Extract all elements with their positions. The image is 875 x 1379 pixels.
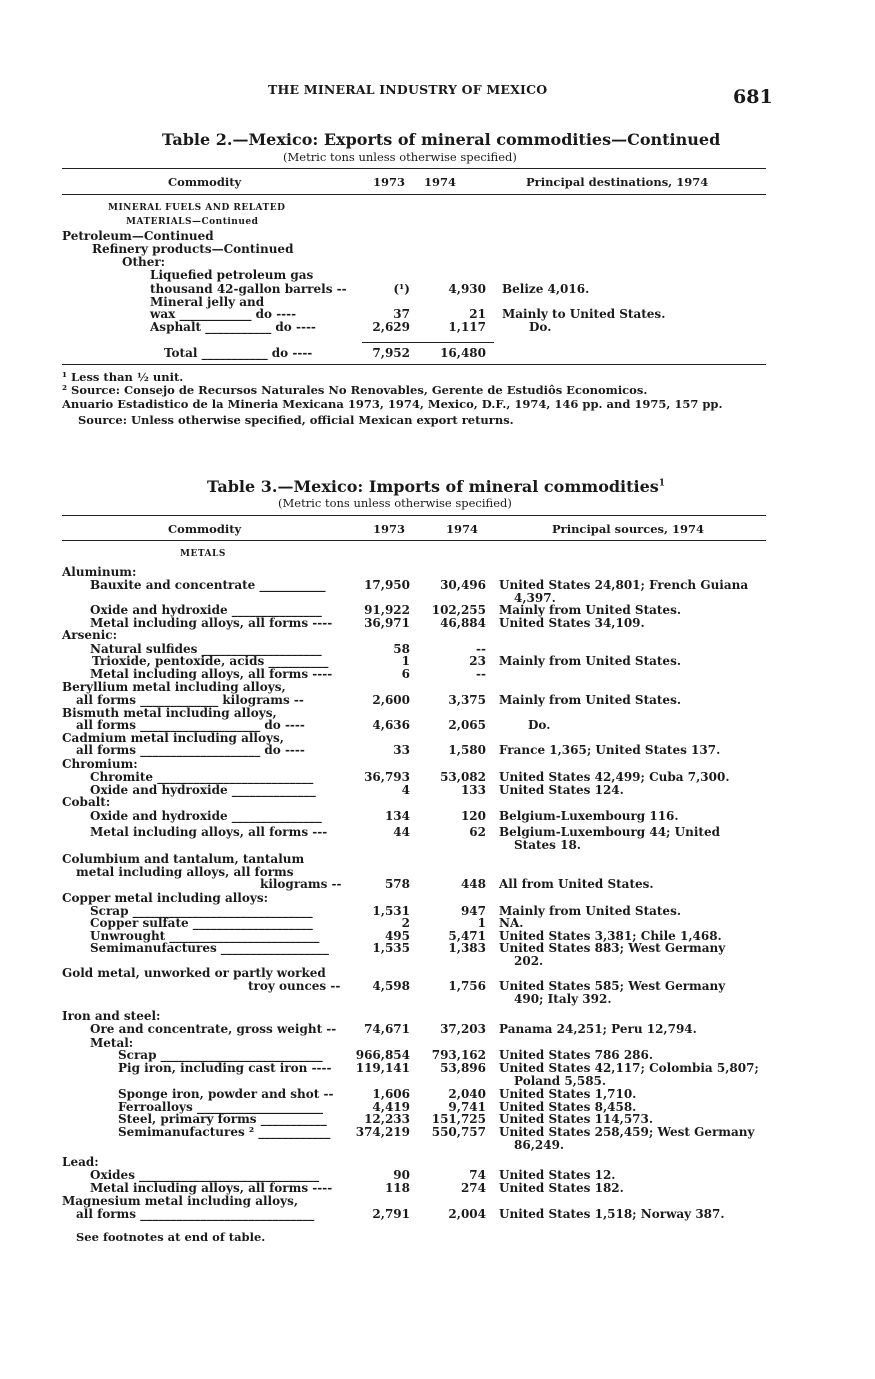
- table3-row-label: Columbium and tantalum, tantalum: [62, 852, 305, 866]
- table3-cell-source: Belgium-Luxembourg 44; United: [499, 825, 720, 839]
- table2-subtitle: (Metric tons unless otherwise specified): [283, 150, 517, 164]
- table3-cell-1974: 53,082: [440, 770, 486, 784]
- table3-cell-1974: 1,383: [448, 941, 486, 955]
- table3-cell-1974: 151,725: [431, 1112, 486, 1126]
- table3-row-label: Scrap ______________________________: [90, 904, 313, 918]
- table2-footnote: ² Source: Consejo de Recursos Naturales No Renovables, Gerente de Estudiôs Economicos.: [62, 383, 648, 397]
- table3-row-label: Scrap ___________________________: [118, 1048, 323, 1062]
- table3-cell-source: NA.: [499, 916, 524, 930]
- table3-title-footnote-ref: 1: [658, 478, 666, 489]
- table3-cell-source: States 18.: [514, 838, 581, 852]
- table3-cell-source: United States 24,801; French Guiana: [499, 578, 749, 592]
- table2-cell-destination: Belize 4,016.: [502, 282, 590, 296]
- table3-cell-source: United States 12.: [499, 1168, 616, 1182]
- table2-row-label: Liquefied petroleum gas: [150, 268, 314, 282]
- table3-row-label: all forms _____________ kilograms --: [76, 693, 304, 707]
- table3-cell-source: 490; Italy 392.: [514, 992, 612, 1006]
- table3-cell-1974: 5,471: [448, 929, 486, 943]
- table3-row-label: Bismuth metal including alloys,: [62, 706, 277, 720]
- table3-cell-1973: 91,922: [364, 603, 410, 617]
- table3-footer-note: See footnotes at end of table.: [76, 1230, 266, 1244]
- table2-row-label: Asphalt ___________ do ----: [150, 320, 316, 334]
- table3-cell-source: United States 1,710.: [499, 1087, 637, 1101]
- table3-cell-source: United States 3,381; Chile 1,468.: [499, 929, 722, 943]
- table2-footnote: Source: Unless otherwise specified, official Mexican export returns.: [78, 413, 514, 427]
- table3-cell-source: United States 42,117; Colombia 5,807;: [499, 1061, 759, 1075]
- table3-cell-1974: 2,004: [448, 1207, 486, 1221]
- table3-cell-1973: 1,531: [372, 904, 410, 918]
- table2-cell-1973: 2,629: [372, 320, 410, 334]
- table3-cell-source: United States 1,518; Norway 387.: [499, 1207, 725, 1221]
- table2-cell-1973: 37: [393, 307, 410, 321]
- table2-col-destinations: Principal destinations, 1974: [526, 175, 709, 189]
- table2-cell-1974: 16,480: [440, 346, 486, 360]
- table3-cell-1973: 6: [401, 667, 410, 681]
- table3-title-text: Table 3.—Mexico: Imports of mineral commodities: [207, 477, 659, 496]
- table3-cell-1974: 2,065: [448, 718, 486, 732]
- table2-title: Table 2.—Mexico: Exports of mineral commodities—Continued: [162, 130, 721, 149]
- table3-cell-1974: 133: [460, 783, 486, 797]
- table3-col-1974: 1974: [446, 522, 479, 536]
- table3-cell-source: Mainly from United States.: [499, 904, 682, 918]
- table3-row-label: Copper metal including alloys:: [62, 891, 269, 905]
- table3-cell-source: United States 786 286.: [499, 1048, 654, 1062]
- table3-row-label: Pig iron, including cast iron ----: [118, 1061, 332, 1075]
- table3-cell-source: United States 8,458.: [499, 1100, 637, 1114]
- table3-row-label: all forms ____________________ do ----: [76, 718, 305, 732]
- table3-cell-1974: 947: [460, 904, 486, 918]
- table3-row-label: Metal:: [90, 1036, 134, 1050]
- table3-cell-source: Belgium-Luxembourg 116.: [499, 809, 679, 823]
- table3-row-label: Ferroalloys _____________________: [118, 1100, 323, 1114]
- table3-cell-source: Mainly from United States.: [499, 693, 682, 707]
- table3-cell-1974: 448: [460, 877, 486, 891]
- table3-row-label: Gold metal, unworked or partly worked: [62, 966, 326, 980]
- table3-top-rule: [62, 515, 766, 516]
- table3-cell-1973: 33: [393, 743, 410, 757]
- table3-header-rule: [62, 540, 766, 541]
- table3-cell-1973: 1: [401, 654, 410, 668]
- table3-cell-1973: 4: [401, 783, 410, 797]
- table3-cell-source: 202.: [514, 954, 544, 968]
- table3-row-label: Metal including alloys, all forms ----: [90, 667, 333, 681]
- table3-cell-1973: 2: [401, 916, 410, 930]
- table2-total-rule: [362, 342, 494, 343]
- table2-section-heading-cont: [126, 213, 258, 227]
- table2-cell-1974: 21: [469, 307, 486, 321]
- table2-footnote: Anuario Estadistico de la Mineria Mexicana 1973, 1974, Mexico, D.F., 1974, 146 pp. and 1975, 157 pp.: [62, 397, 723, 411]
- table2-bottom-rule: [62, 364, 766, 365]
- table3-cell-source: Panama 24,251; Peru 12,794.: [499, 1022, 697, 1036]
- table3-row-label: kilograms --: [260, 877, 342, 891]
- table3-cell-1973: 44: [393, 825, 410, 839]
- table3-row-label: Sponge iron, powder and shot --: [118, 1087, 334, 1101]
- table2-top-rule: [62, 168, 766, 169]
- table2-row-label: Total ___________ do ----: [164, 346, 313, 360]
- table3-row-label: Bauxite and concentrate ___________: [90, 578, 326, 592]
- table3-cell-1973: 1,606: [372, 1087, 410, 1101]
- table3-row-label: Cobalt:: [62, 795, 111, 809]
- table3-cell-1974: 30,496: [440, 578, 486, 592]
- table3-cell-1973: 90: [393, 1168, 410, 1182]
- table3-cell-1973: 4,419: [372, 1100, 410, 1114]
- table3-row-label: Beryllium metal including alloys,: [62, 680, 286, 694]
- table3-row-label: Ore and concentrate, gross weight --: [90, 1022, 337, 1036]
- table3-col-commodity: Commodity: [168, 522, 242, 536]
- table2-col-1974: 1974: [424, 175, 457, 189]
- table3-cell-source: United States 114,573.: [499, 1112, 654, 1126]
- table3-cell-source: All from United States.: [499, 877, 654, 891]
- table2-header-rule: [62, 194, 766, 195]
- table3-cell-source: United States 34,109.: [499, 616, 645, 630]
- table3-cell-source: United States 258,459; West Germany: [499, 1125, 755, 1139]
- table2-row-label: Other:: [122, 255, 166, 269]
- table3-cell-source: Poland 5,585.: [514, 1074, 607, 1088]
- table2-row-label: thousand 42-gallon barrels --: [150, 282, 347, 296]
- table3-row-label: Magnesium metal including alloys,: [62, 1194, 299, 1208]
- table2-cell-destination: Do.: [529, 320, 552, 334]
- table3-row-label: Chromium:: [62, 757, 138, 771]
- table3-row-label: Aluminum:: [62, 565, 137, 579]
- table3-row-label: Trioxide, pentoxide, acids __________: [92, 654, 329, 668]
- table2-cell-1974: 1,117: [448, 320, 486, 334]
- table3-row-label: metal including alloys, all forms: [76, 865, 294, 879]
- table3-cell-source: 86,249.: [514, 1138, 565, 1152]
- table3-cell-source: 4,397.: [514, 591, 556, 605]
- table3-subtitle: (Metric tons unless otherwise specified): [278, 496, 512, 510]
- table3-cell-1974: 1,756: [448, 979, 486, 993]
- table3-cell-1974: 2,040: [448, 1087, 486, 1101]
- table3-cell-1973: 578: [384, 877, 410, 891]
- table3-row-label: Oxides ______________________________: [90, 1168, 320, 1182]
- table3-cell-1974: --: [476, 667, 486, 681]
- table3-cell-1974: 1: [477, 916, 486, 930]
- table3-cell-1973: 134: [384, 809, 410, 823]
- table3-title: [207, 477, 665, 496]
- table3-row-label: Cadmium metal including alloys,: [62, 731, 284, 745]
- table3-row-label: Oxide and hydroxide _______________: [90, 603, 322, 617]
- table3-cell-1973: 1,535: [372, 941, 410, 955]
- table2-section-heading: MINERAL FUELS AND RELATED: [108, 203, 286, 213]
- table3-col-1973: 1973: [373, 522, 406, 536]
- table3-cell-1973: 4,636: [372, 718, 410, 732]
- table3-row-label: Metal including alloys, all forms ----: [90, 1181, 333, 1195]
- table3-cell-1974: 37,203: [440, 1022, 486, 1036]
- table2-col-commodity: Commodity: [168, 175, 242, 189]
- table2-footnote: ¹ Less than ½ unit.: [62, 370, 184, 384]
- table3-cell-1974: 62: [469, 825, 486, 839]
- table3-cell-1974: 23: [469, 654, 486, 668]
- table3-row-label: Lead:: [62, 1155, 99, 1169]
- table2-cell-destination: Mainly to United States.: [502, 307, 666, 321]
- table3-col-sources: Principal sources, 1974: [552, 522, 705, 536]
- table3-cell-1973: 2,791: [372, 1207, 410, 1221]
- table3-cell-1973: 118: [384, 1181, 410, 1195]
- table3-row-label: Oxide and hydroxide _______________: [90, 809, 322, 823]
- table3-cell-1973: 12,233: [364, 1112, 410, 1126]
- table3-cell-1973: 36,971: [364, 616, 410, 630]
- table3-row-label: Arsenic:: [62, 628, 118, 642]
- table3-cell-1973: 374,219: [355, 1125, 410, 1139]
- table3-row-label: Copper sulfate ____________________: [90, 916, 313, 930]
- table3-cell-source: Do.: [528, 718, 551, 732]
- table3-row-label: Oxide and hydroxide ______________: [90, 783, 316, 797]
- table3-cell-source: United States 42,499; Cuba 7,300.: [499, 770, 730, 784]
- table3-row-label: Unwrought _________________________: [90, 929, 320, 943]
- table3-row-label: Metal including alloys, all forms ---: [90, 825, 328, 839]
- table3-cell-source: United States 182.: [499, 1181, 624, 1195]
- table3-cell-source: United States 124.: [499, 783, 624, 797]
- table3-cell-1973: 2,600: [372, 693, 410, 707]
- table3-row-label: Steel, primary forms ___________: [118, 1112, 327, 1126]
- table3-cell-1973: 36,793: [364, 770, 410, 784]
- table2-cell-1974: 4,930: [448, 282, 486, 296]
- table3-cell-1974: 102,255: [431, 603, 486, 617]
- table3-cell-source: Mainly from United States.: [499, 603, 682, 617]
- table2-cell-1973: 7,952: [372, 346, 410, 360]
- table3-cell-source: United States 585; West Germany: [499, 979, 726, 993]
- table3-row-label: Iron and steel:: [62, 1009, 161, 1023]
- table3-row-label: troy ounces --: [248, 979, 341, 993]
- table3-cell-1974: 274: [460, 1181, 486, 1195]
- table2-row-label: Mineral jelly and: [150, 295, 265, 309]
- table3-cell-source: France 1,365; United States 137.: [499, 743, 721, 757]
- running-head: THE MINERAL INDUSTRY OF MEXICO: [268, 82, 548, 97]
- table2-row-label: Petroleum—Continued: [62, 229, 214, 243]
- table3-row-label: Natural sulfides ____________________: [90, 642, 322, 656]
- table3-cell-1974: 793,162: [431, 1048, 486, 1062]
- table3-section-heading: METALS: [180, 549, 226, 559]
- table3-cell-source: United States 883; West Germany: [499, 941, 726, 955]
- table3-cell-source: Mainly from United States.: [499, 654, 682, 668]
- table3-cell-1974: 120: [460, 809, 486, 823]
- page-number: 681: [733, 86, 773, 108]
- table3-cell-1973: 58: [393, 642, 410, 656]
- table3-row-label: Semimanufactures __________________: [90, 941, 329, 955]
- table3-cell-1974: 46,884: [440, 616, 486, 630]
- table3-cell-1973: 119,141: [355, 1061, 410, 1075]
- table2-section-heading-cont-text: MATERIALS—Continued: [126, 217, 259, 227]
- table2-row-label: Refinery products—Continued: [92, 242, 294, 256]
- table3-cell-1974: 74: [469, 1168, 486, 1182]
- table3-cell-1974: 53,896: [440, 1061, 486, 1075]
- table3-row-label: Metal including alloys, all forms ----: [90, 616, 333, 630]
- table3-cell-1974: 1,580: [448, 743, 486, 757]
- table3-row-label: all forms _____________________________: [76, 1207, 315, 1221]
- table3-row-label: all forms ____________________ do ----: [76, 743, 305, 757]
- table2-col-1973: 1973: [373, 175, 406, 189]
- table3-cell-1973: 4,598: [372, 979, 410, 993]
- table3-row-label: Semimanufactures ² ____________: [118, 1125, 331, 1139]
- table3-cell-1974: 3,375: [448, 693, 486, 707]
- table2-row-label: wax ____________ do ----: [150, 307, 297, 321]
- table3-row-label: Chromite __________________________: [90, 770, 314, 784]
- table3-cell-1973: 495: [384, 929, 410, 943]
- table3-cell-1974: --: [476, 642, 486, 656]
- table3-cell-1973: 17,950: [364, 578, 410, 592]
- table3-cell-1973: 74,671: [364, 1022, 410, 1036]
- table3-cell-1974: 550,757: [431, 1125, 486, 1139]
- table3-cell-1973: 966,854: [355, 1048, 410, 1062]
- table2-cell-1973: (¹): [393, 282, 410, 296]
- table3-cell-1974: 9,741: [448, 1100, 486, 1114]
